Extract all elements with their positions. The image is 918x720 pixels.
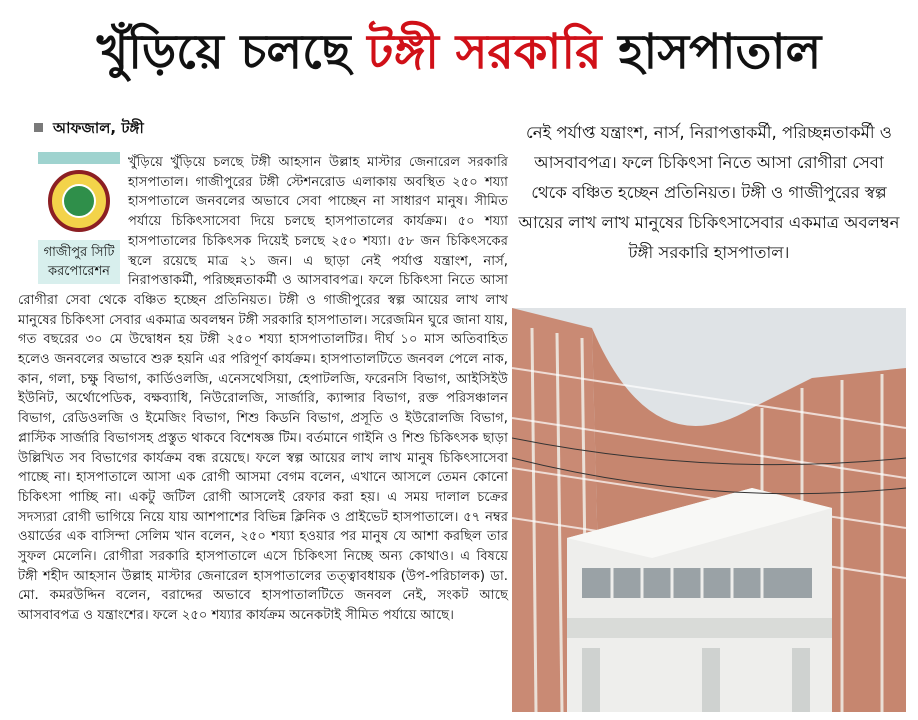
logo-wrap-space	[18, 153, 128, 283]
headline-part-2-highlight: টঙ্গী সরকারি	[367, 24, 602, 80]
pull-quote: নেই পর্যাপ্ত যন্ত্রাংশ, নার্স, নিরাপত্তাকর্মী, পরিচ্ছন্নতাকর্মী ও আসবাবপত্র। ফলে চিকিৎসা নিতে আসা রোগীরা সেবা থেকে বঞ্চিত হচ্ছেন প্রতিনিয়ত। টঙ্গী ও গাজীপুরের স্বল্প আয়ের লাখ লাখ মানুষের চিকিৎসাসেবার একমাত্র অবলম্বন টঙ্গী সরকারি হাসপাতাল।	[518, 123, 900, 262]
headline-part-1: খুঁড়িয়ে চলছে	[96, 24, 351, 80]
headline-part-3: হাসপাতাল	[618, 24, 822, 80]
hospital-building-photo	[512, 308, 906, 712]
building-illustration	[512, 308, 906, 712]
article-text: খুঁড়িয়ে খুঁড়িয়ে চলছে টঙ্গী আহসান উল্লাহ মাস্টার জেনারেল সরকারি হাসপাতাল। গাজীপুরের টঙ্গী স্টেশনরোড এলাকায় অবস্থিত ২৫০ শয্যা হাসপাতালে জনবলের অভাবে সেবা পাচ্ছেন না সাধারণ মানুষ। সীমিত পর্যায়ে চিকিৎসাসেবা দিয়ে চলছে হাসপাতালের কার্যক্রম। ৫০ শয্যা হাসপাতালের চিকিৎসক দিয়েই চলছে ২৫০ শয্যা। ৫৮ জন চিকিৎসকের স্থলে রয়েছে মাত্র ২১ জন। এ ছাড়া নেই পর্যাপ্ত যন্ত্রাংশ, নার্স, নিরাপত্তাকর্মী, পরিচ্ছন্নতাকর্মী ও আসবাবপত্র। ফলে চিকিৎসা নিতে আসা রোগীরা সেবা থেকে বঞ্চিত হচ্ছেন প্রতিনিয়ত। টঙ্গী ও গাজীপুরের স্বল্প আয়ের লাখ লাখ মানুষের চিকিৎসা সেবার একমাত্র অবলম্বন টঙ্গী সরকারি হাসপাতাল। সরেজমিন ঘুরে জানা যায়, গত বছরের ৩০ মে উদ্বোধন হয় টঙ্গী ২৫০ শয্যা হাসপাতালটির। দীর্ঘ ১০ মাস অতিবাহিত হলেও জনবলের অভাবে শুরু হয়নি এর পরিপূর্ণ কার্যক্রম। হাসপাতালটিতে জনবল পেলে নাক, কান, গলা, চক্ষু বিভাগ, কার্ডিওলজি, এনেসথেসিয়া, হেপাটলজি, ফরেনসি বিভাগ, আইসিইউ ইউনিট, অর্থোপেডিক, বক্ষব্যাধি, নিউরোলজি, সার্জারি, ক্যান্সার বিভাগ, রক্ত পরিসঞ্চালন বিভাগ, রেডিওলজি ও ইমেজিং বিভাগ, শিশু কিডনি বিভাগ, প্রসূতি ও ইউরোলজি বিভাগ, প্লাস্টিক সার্জারি বিভাগসহ প্রস্তুত থাকবে বিশেষজ্ঞ টিম। বর্তমানে গাইনি ও শিশু চিকিৎসক ছাড়া উল্লিখিত সব বিভাগের কার্যক্রম বন্ধ রয়েছে। ফলে স্বল্প আয়ের লাখ লাখ মানুষ চিকিৎসাসেবা পাচ্ছে না। হাসপাতালে আসা এক রোগী আসমা বেগম বলেন, এখানে আসলে তেমন কোনো চিকিৎসা পাচ্ছি না। একটু জটিল রোগী আসলেই রেফার করা হয়। এ সময় দালাল চক্রের সদস্যরা রোগী ভাগিয়ে নিয়ে যায় আশপাশের বিভিন্ন ক্লিনিক ও প্রাইভেট হাসপাতালে। ৫৭ নম্বর ওয়ার্ডের এক বাসিন্দা সেলিম খান বলেন, ২৫০ শয্যা হওয়ার পর মানুষ যে আশা করছিল তার সুফল মেলেনি। রোগীরা সরকারি হাসপাতালে এসে চিকিৎসা নিচ্ছে অন্য কোথাও। এ বিষয়ে টঙ্গী শহীদ আহসান উল্লাহ মাস্টার জেনারেল হাসপাতালের তত্ত্বাবধায়ক (উপ-পরিচালক) ডা. মো. কমরউদ্দিন বলেন, বরাদ্দের অভাবে হাসপাতালটিতে জনবল নেই, সংকট আছে আসবাবপত্র ও যন্ত্রাংশের। ফলে ২৫০ শয্যার কার্যক্রম অনেকটাই সীমিত পর্যায়ে আছে।	[18, 155, 508, 624]
byline	[34, 117, 144, 142]
logo-caption: গাজীপুর সিটি করপোরেশন	[38, 240, 120, 284]
bullet-square-icon	[34, 123, 43, 132]
byline-text: আফজাল, টঙ্গী	[53, 119, 144, 137]
headline	[0, 18, 918, 86]
article-body	[18, 153, 508, 626]
